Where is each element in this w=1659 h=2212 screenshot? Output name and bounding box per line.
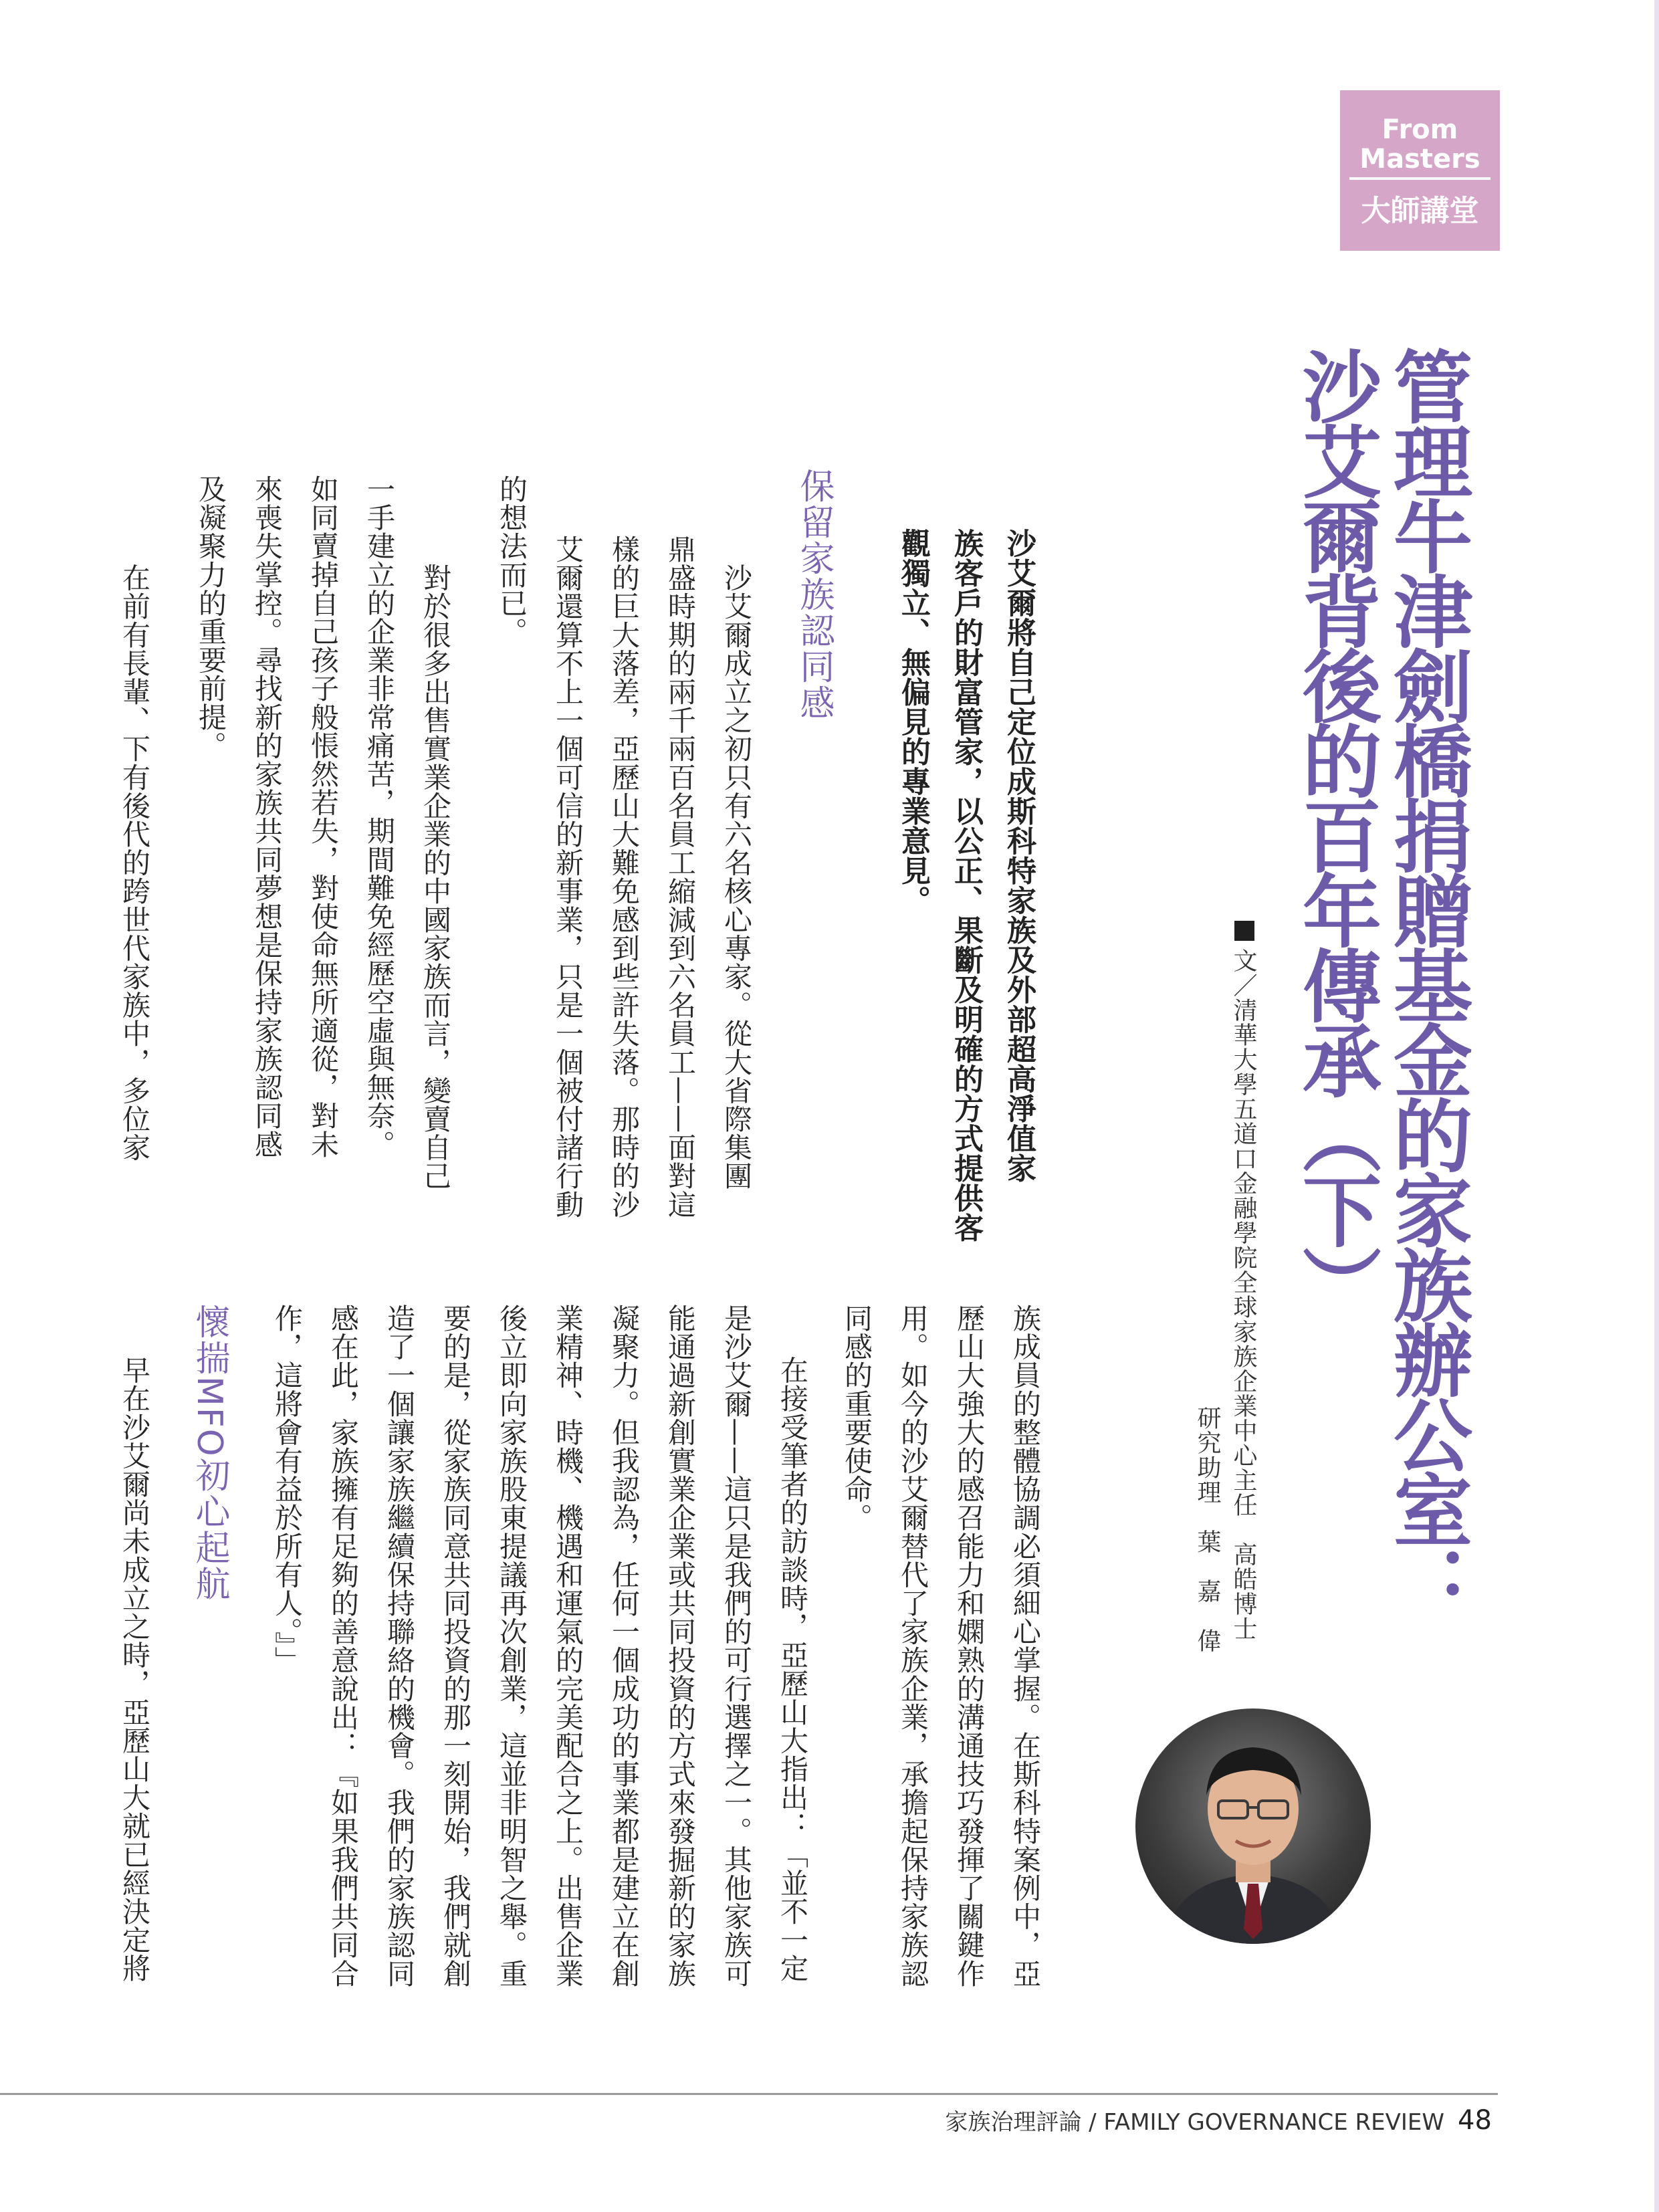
- cont-line: 凝聚力。但我認為，任何一個成功的事業都是建立在創: [608, 1304, 641, 1988]
- cont-line: 作，這將會有益於所有人。』」: [271, 1304, 304, 1675]
- page-edge-accent: [1654, 0, 1659, 2212]
- cont-line: 同感的重要使命。: [841, 1304, 873, 1532]
- cont-line: 感在此，家族擁有足夠的善意說出：『如果我們共同合: [327, 1304, 360, 1988]
- s1-line: 在前有長輩、下有後代的跨世代家族中，多位家: [118, 535, 151, 1162]
- s1-line: 樣的巨大落差，亞歷山大難免感到些許失落。那時的沙: [608, 535, 641, 1219]
- section-heading-identity: 保留家族認同感: [794, 468, 834, 721]
- lead-line-2: 族客戶的財富管家，以公正、果斷及明確的方式提供客: [949, 528, 983, 1242]
- portrait-graphic: [1135, 1708, 1371, 1944]
- cont-line: 在接受筆者的訪談時，亞歷山大指出：「並不一定: [776, 1327, 809, 1983]
- s1-line: 一手建立的企業非常痛苦，期間難免經歷空虛與無奈。: [363, 475, 396, 1159]
- cont-line: 造了一個讓家族繼續保持聯絡的機會。我們的家族認同: [383, 1304, 416, 1988]
- title-line-2: 沙艾爾背後的百年傳承（下）: [1289, 346, 1381, 1320]
- cont-line: 能通過新創實業企業或共同投資的方式來發掘新的家族: [664, 1304, 697, 1988]
- badge-divider: [1349, 177, 1490, 180]
- s2-line: 早在沙艾爾尚未成立之時，亞歷山大就已經決定將: [118, 1327, 151, 1983]
- cont-line: 用。如今的沙艾爾替代了家族企業，承擔起保持家族認: [897, 1304, 929, 1988]
- byline-assistant: 研究助理 葉 嘉 偉: [1194, 1406, 1221, 1653]
- footer-publication: 家族治理評論 / FAMILY GOVERNANCE REVIEW: [945, 2109, 1444, 2136]
- badge-masters: Masters: [1359, 144, 1480, 175]
- lead-line-3: 觀獨立、無偏見的專業意見。: [896, 528, 930, 915]
- section-badge: [1340, 90, 1500, 251]
- byline-marker-icon: [1234, 921, 1254, 941]
- section-heading-mfo: 懷揣MFO初心起航: [189, 1304, 229, 1602]
- footer-divider: [0, 2093, 1498, 2095]
- cont-line: 業精神、時機、機遇和運氣的完美配合之上。出售企業: [552, 1304, 584, 1988]
- badge-category: 大師講堂: [1361, 194, 1479, 228]
- s1-line: 對於很多出售實業企業的中國家族而言，變賣自己: [419, 535, 452, 1190]
- s1-line: 來喪失掌控。尋找新的家族共同夢想是保持家族認同感: [251, 475, 284, 1159]
- cont-line: 後立即向家族股東提議再次創業，這並非明智之舉。重: [495, 1304, 528, 1988]
- lead-line-1: 沙艾爾將自己定位成斯科特家族及外部超高淨值家: [1002, 528, 1036, 1183]
- cont-line: 是沙艾爾——這只是我們的可行選擇之一。其他家族可: [720, 1304, 753, 1988]
- page-number: 48: [1458, 2105, 1492, 2136]
- s1-line: 艾爾還算不上一個可信的新事業，只是一個被付諸行動: [552, 535, 584, 1219]
- s1-line: 的想法而已。: [495, 475, 528, 646]
- s1-line: 如同賣掉自己孩子般悵然若失，對使命無所適從，對未: [307, 475, 340, 1159]
- title-line-1: 管理牛津劍橋捐贈基金的家族辦公室：: [1380, 346, 1472, 1620]
- s1-line: 沙艾爾成立之初只有六名核心專家。從大省際集團: [720, 535, 753, 1190]
- cont-line: 歷山大強大的感召能力和嫻熟的溝通技巧發揮了關鍵作: [953, 1304, 986, 1988]
- cont-line: 要的是，從家族同意共同投資的那一刻開始，我們就創: [439, 1304, 472, 1988]
- s1-line: 鼎盛時期的兩千兩百名員工縮減到六名員工——面對這: [664, 535, 697, 1219]
- cont-line: 族成員的整體協調必須細心掌握。在斯科特案例中，亞: [1009, 1304, 1042, 1988]
- s1-line: 及凝聚力的重要前提。: [195, 475, 227, 760]
- badge-from: From: [1381, 114, 1458, 145]
- byline-author: 文／清華大學五道口金融學院全球家族企業中心主任 高皓博士: [1230, 948, 1257, 1641]
- author-portrait-icon: [1135, 1708, 1371, 1944]
